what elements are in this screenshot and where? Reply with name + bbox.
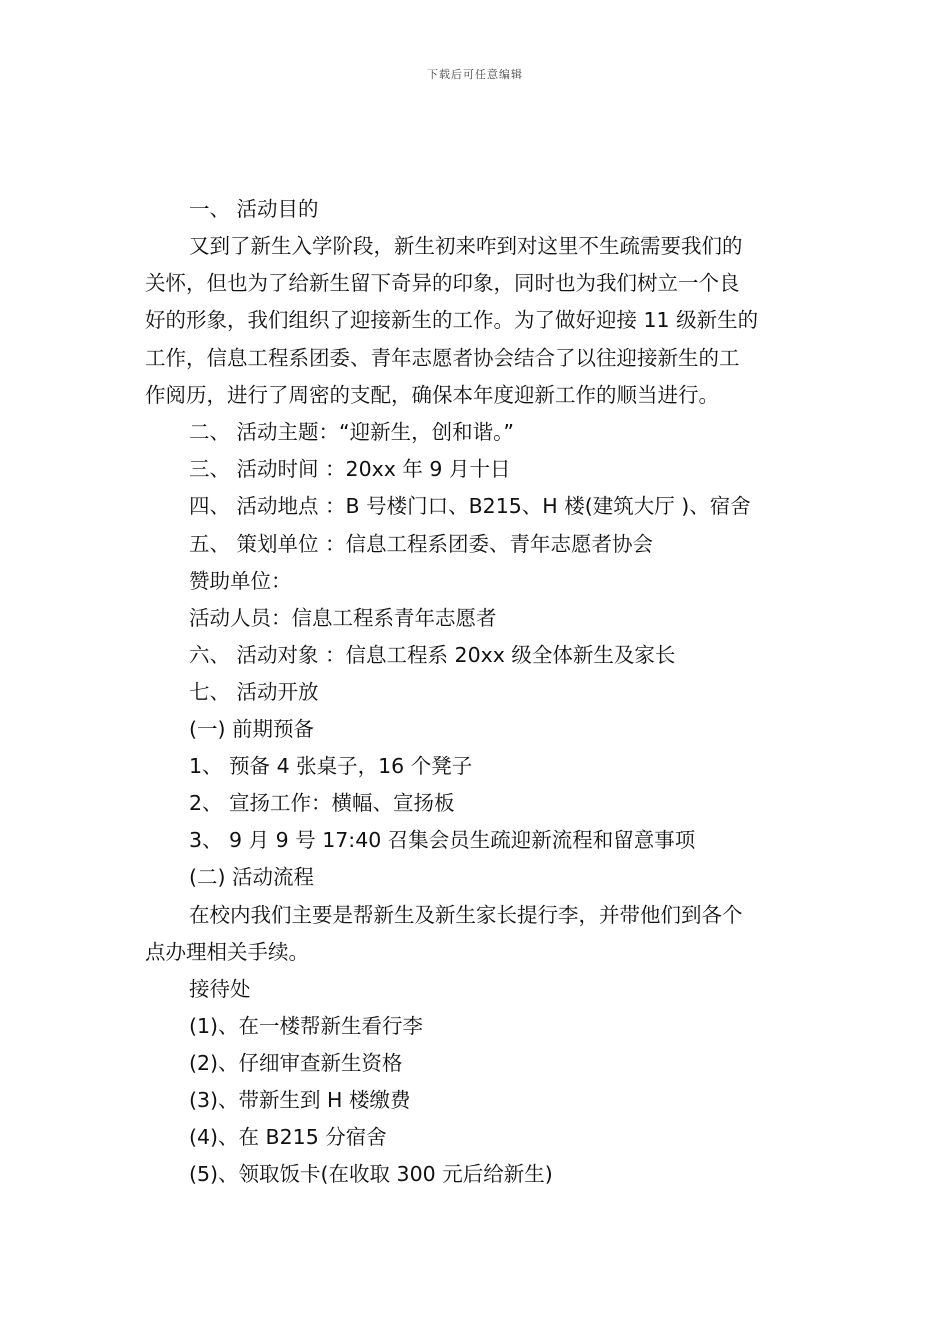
list-item: 1、 预备 4 张桌子，16 个凳子: [189, 754, 473, 778]
section-heading-purpose: 一、 活动目的: [189, 197, 319, 221]
list-item: 2、 宣扬工作：横幅、宣扬板: [189, 791, 455, 815]
section-heading-audience: 六、 活动对象 ：信息工程系 20xx 级全体新生及家长: [189, 643, 676, 667]
list-item: (1)、在一楼帮新生看行李: [189, 1014, 424, 1038]
list-item: 3、 9 月 9 号 17:40 召集会员生疏迎新流程和留意事项: [189, 828, 696, 852]
section-heading-theme: 二、 活动主题：“迎新生，创和谐。”: [189, 420, 515, 444]
paragraph-line: 作阅历，进行了周密的支配，确保本年度迎新工作的顺当进行。: [145, 383, 719, 407]
paragraph-line: 关怀，但也为了给新生留下奇异的印象，同时也为我们树立一个良: [145, 271, 740, 295]
paragraph-line: 好的形象，我们组织了迎接新生的工作。为了做好迎接 11 级新生的: [145, 308, 759, 332]
list-item: (2)、仔细审查新生资格: [189, 1051, 403, 1075]
page-header-note: 下载后可任意编辑: [427, 68, 523, 81]
list-item: (4)、在 B215 分宿舍: [189, 1125, 387, 1149]
paragraph-line: 又到了新生入学阶段，新生初来咋到对这里不生疏需要我们的: [189, 234, 743, 258]
subsection-heading-process: (二) 活动流程: [189, 865, 315, 889]
sponsor-line: 赞助单位：: [189, 569, 292, 593]
section-heading-organizer: 五、 策划单位 ：信息工程系团委、青年志愿者协会: [189, 532, 654, 556]
subsection-heading-preparation: (一) 前期预备: [189, 717, 315, 741]
paragraph-line: 点办理相关手续。: [145, 940, 309, 964]
section-heading-time: 三、 活动时间 ：20xx 年 9 月十日: [189, 457, 511, 481]
paragraph-line: 工作，信息工程系团委、青年志愿者协会结合了以往迎接新生的工: [145, 346, 740, 370]
list-item: (5)、领取饭卡(在收取 300 元后给新生): [189, 1162, 553, 1186]
section-heading-activity: 七、 活动开放: [189, 680, 319, 704]
section-heading-location: 四、 活动地点 ：B 号楼门口、B215、H 楼(建筑大厅 )、宿舍: [189, 494, 751, 518]
paragraph-line: 在校内我们主要是帮新生及新生家长提行李，并带他们到各个: [189, 903, 743, 927]
reception-heading: 接待处: [189, 977, 251, 1001]
list-item: (3)、带新生到 H 楼缴费: [189, 1088, 411, 1112]
staff-line: 活动人员：信息工程系青年志愿者: [189, 606, 497, 630]
